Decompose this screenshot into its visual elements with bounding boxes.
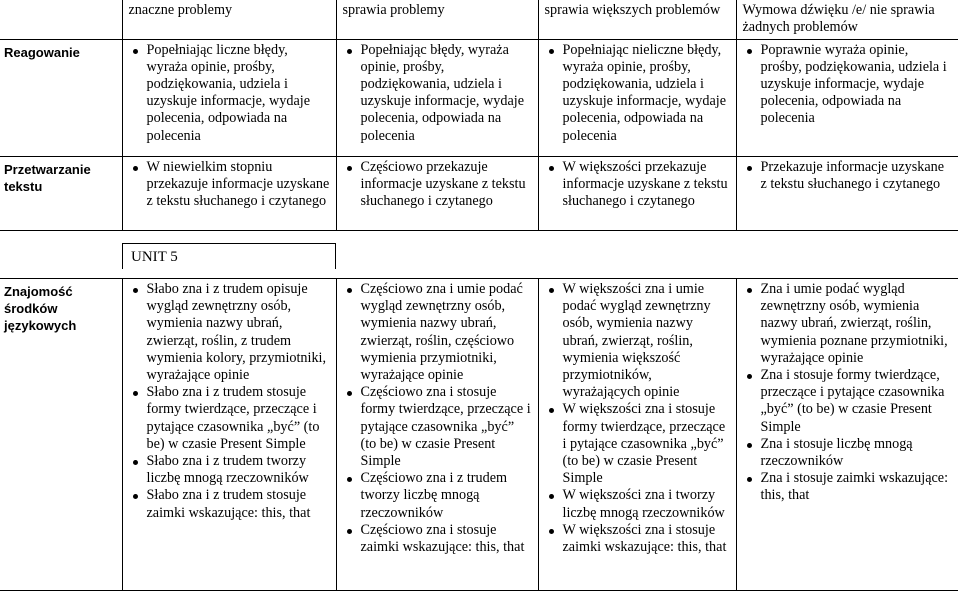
list-item: Zna i stosuje zaimki wskazujące: this, that (741, 470, 953, 504)
table-row-znajomosc (0, 279, 958, 591)
table-row-reagowanie (0, 39, 958, 156)
list-item: Popełniając nieliczne błędy, wyraża opinie, prośby, podziękowania, udziela i uzyskuje informacje, wydaje polecenia, odpowiada na polecenia (543, 42, 730, 145)
przetwarzanie-cell-3 (538, 156, 736, 230)
header-col2: sprawia problemy (336, 0, 538, 39)
list-item: Słabo zna i z trudem stosuje formy twierdzące, przeczące i pytające czasownika „być” (to be) w czasie Present Simple (127, 384, 330, 453)
list-item: Poprawnie wyraża opinie, prośby, podziękowania, udziela i uzyskuje informacje, wydaje polecenia, odpowiada na polecenia (741, 42, 953, 128)
przetwarzanie-cell-2 (336, 156, 538, 230)
list-item: Częściowo zna i z trudem tworzy liczbę mnogą rzeczowników (341, 470, 532, 522)
header-row (0, 0, 958, 39)
row-label-przetwarzanie: Przetwarzanie tekstu (0, 156, 122, 230)
reagowanie-cell-4 (736, 39, 958, 156)
list-item: Zna i umie podać wygląd zewnętrzny osób, wymienia nazwy ubrań, zwierząt, roślin, wymienia poznane przymiotniki, wyrażające opinie (741, 281, 953, 367)
list-item: W większości zna i tworzy liczbę mnogą rzeczowników (543, 487, 730, 521)
list-item: W większości zna i umie podać wygląd zewnętrzny osób, wymienia nazwy ubrań, zwierząt, roślin, wymienia większość przymiotników, wyrażających opinie (543, 281, 730, 401)
list-item: W większości zna i stosuje formy twierdzące, przeczące i pytające czasownika „być” (to be) w czasie Present Simple (543, 401, 730, 487)
row-label-reagowanie: Reagowanie (0, 39, 122, 156)
assessment-table-unit5 (0, 278, 958, 591)
list-item: Popełniając liczne błędy, wyraża opinie, prośby, podziękowania, udziela i uzyskuje informacje, wydaje polecenia, odpowiada na polecenia (127, 42, 330, 145)
header-col1: znaczne problemy (122, 0, 336, 39)
header-empty-cell (0, 0, 122, 39)
znajomosc-cell-2 (336, 279, 538, 591)
list-item: Popełniając błędy, wyraża opinie, prośby, podziękowania, udziela i uzyskuje informacje, wydaje polecenia, odpowiada na polecenia (341, 42, 532, 145)
list-item: Częściowo przekazuje informacje uzyskane z tekstu słuchanego i czytanego (341, 159, 532, 211)
list-item: W większości zna i stosuje zaimki wskazujące: this, that (543, 522, 730, 556)
znajomosc-cell-1 (122, 279, 336, 591)
list-item: Częściowo zna i stosuje zaimki wskazujące: this, that (341, 522, 532, 556)
list-item: Zna i stosuje formy twierdzące, przeczące i pytające czasownika „być” (to be) w czasie Present Simple (741, 367, 953, 436)
znajomosc-cell-3 (538, 279, 736, 591)
list-item: Zna i stosuje liczbę mnogą rzeczowników (741, 436, 953, 470)
list-item: Słabo zna i z trudem opisuje wygląd zewnętrzny osób, wymienia nazwy ubrań, zwierząt, roślin, z trudem wymienia kolory, przymiotniki, wyrażające opinie (127, 281, 330, 384)
reagowanie-cell-1 (122, 39, 336, 156)
list-item: W większości przekazuje informacje uzyskane z tekstu słuchanego i czytanego (543, 159, 730, 211)
przetwarzanie-cell-1 (122, 156, 336, 230)
reagowanie-cell-2 (336, 39, 538, 156)
list-item: Przekazuje informacje uzyskane z tekstu słuchanego i czytanego (741, 159, 953, 193)
header-col3: sprawia większych problemów (538, 0, 736, 39)
przetwarzanie-cell-4 (736, 156, 958, 230)
row-label-znajomosc: Znajomość środków językowych (0, 279, 122, 591)
list-item: Słabo zna i z trudem tworzy liczbę mnogą rzeczowników (127, 453, 330, 487)
assessment-table-top (0, 0, 958, 231)
list-item: Słabo zna i z trudem stosuje zaimki wskazujące: this, that (127, 487, 330, 521)
unit-heading: UNIT 5 (122, 243, 336, 269)
reagowanie-cell-3 (538, 39, 736, 156)
znajomosc-cell-4 (736, 279, 958, 591)
header-col4: Wymowa dźwięku /e/ nie sprawia żadnych problemów (736, 0, 958, 39)
list-item: Częściowo zna i umie podać wygląd zewnętrzny osób, wymienia nazwy ubrań, zwierząt, roślin, częściowo wymienia przymiotniki, wyrażające opinie (341, 281, 532, 384)
table-row-przetwarzanie (0, 156, 958, 230)
list-item: Częściowo zna i stosuje formy twierdzące, przeczące i pytające czasownika „być” (to be) w czasie Present Simple (341, 384, 532, 470)
list-item: W niewielkim stopniu przekazuje informacje uzyskane z tekstu słuchanego i czytanego (127, 159, 330, 211)
